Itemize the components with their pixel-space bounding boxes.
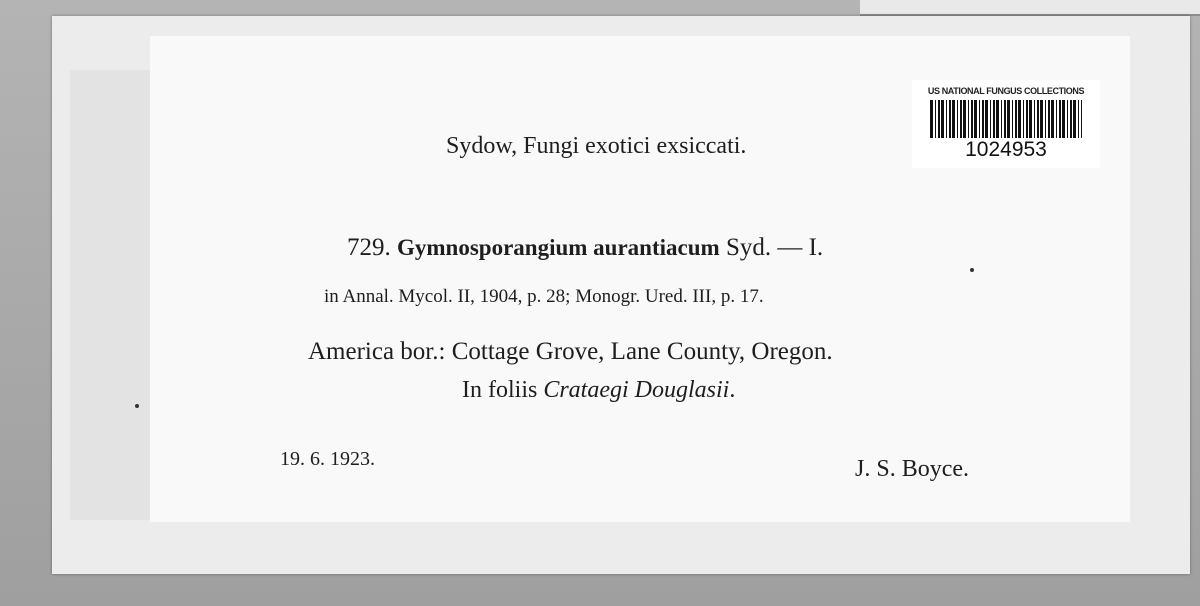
collection-date: 19. 6. 1923. [280, 448, 375, 470]
species-name: Gymnosporangium aurantiacum [397, 235, 720, 260]
species-entry [347, 234, 823, 262]
barcode-label [912, 80, 1100, 168]
collection-locality: America bor.: Cottage Grove, Lane County, Oregon. [308, 338, 833, 365]
barcode-header: US NATIONAL FUNGUS COLLECTIONS [927, 86, 1085, 96]
host-species: Crataegi Douglasii [543, 377, 730, 403]
host-suffix: . [729, 377, 736, 403]
barcode-icon [930, 100, 1082, 138]
host-prefix: In foliis [462, 377, 538, 403]
literature-citation: in Annal. Mycol. II, 1904, p. 28; Monogr. Ured. III, p. 17. [324, 286, 764, 307]
envelope-flap [70, 70, 152, 520]
species-authority: Syd. — I. [725, 234, 824, 261]
collector-name: J. S. Boyce. [855, 456, 969, 482]
ink-speck [135, 404, 139, 408]
entry-number: 729. [347, 234, 391, 261]
barcode-number: 1024953 [965, 138, 1047, 161]
exsiccata-series-title: Sydow, Fungi exotici exsiccati. [446, 133, 747, 159]
ink-speck [970, 268, 974, 272]
host-line [462, 377, 735, 404]
adjacent-sheet-edge [860, 0, 1200, 16]
